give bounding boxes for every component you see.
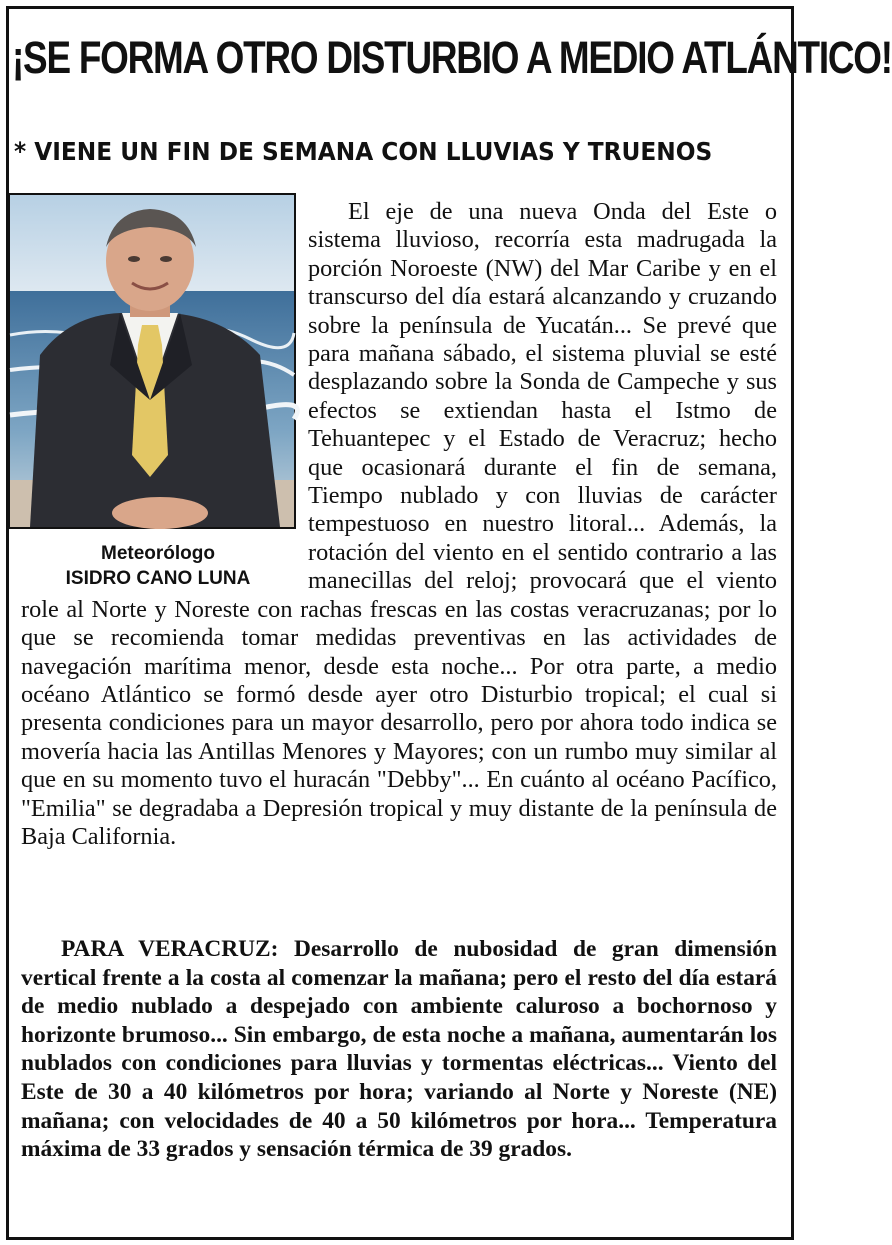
subheadline: * VIENE UN FIN DE SEMANA CON LLUVIAS Y TRUENOS — [14, 137, 713, 166]
caption-name: ISIDRO CANO LUNA — [65, 568, 251, 589]
forecast-paragraph — [21, 935, 777, 1164]
forecast-body: Desarrollo de nubosidad de gran dimensión vertical frente a la costa al comenzar la mañana; pero el resto del día estará de medio nublado a despejado con ambiente caluroso a bochornoso y horizonte brumoso... Sin embargo, de esta noche a mañana, aumentarán los nublados con condiciones para lluvias y tormentas eléctricas... Viento del Este de 30 a 40 kilómetros por hora; variando al Norte y Noreste (NE) mañana; con velocidades de 40 a 50 kilómetros por hora... Temperatura máxima de 33 grados y sensación térmica de 39 grados. — [21, 936, 777, 1163]
forecast-label: PARA VERACRUZ: — [61, 936, 279, 962]
article-body — [21, 198, 777, 851]
headline: ¡SE FORMA OTRO DISTURBIO A MEDIO ATLÁNTICO! — [12, 32, 892, 83]
photo-wrap-spacer — [21, 198, 308, 595]
caption-role: Meteorólogo — [101, 543, 215, 564]
article-body-text: El eje de una nueva Onda del Este o sistema lluvioso, recorría esta madrugada la porción Noroeste (NW) del Mar Caribe y en el transcurso del día estará alcanzando y cruzando sobre la península de Yucatán... Se prevé que para mañana sábado, el sistema pluvial se esté desplazando sobre la Sonda de Campeche y sus efectos se extiendan hasta el Istmo de Tehuantepec y el Estado de Veracruz; hecho que ocasionará durante el fin de semana, Tiempo nublado y con lluvias de carácter tempestuoso en nuestro litoral... Además, la rotación del viento en el sentido contrario a las manecillas del reloj; provocará que el viento role al Norte y Noreste con rachas frescas en las costas veracruzanas; por lo que se recomienda tomar medidas preventivas en las actividades de navegación marítima menor, desde esta noche... Por otra parte, a medio océano Atlántico se formó desde ayer otro Disturbio tropical; el cual si presenta condiciones para un mayor desarrollo, pero por ahora todo indica se movería hacia las Antillas Menores y Mayores; con un rumbo muy similar al que en su momento tuvo el huracán "Debby"... En cuánto al océano Pacífico, "Emilia" se degradaba a Depresión tropical y muy distante de la península de Baja California. — [21, 198, 777, 850]
